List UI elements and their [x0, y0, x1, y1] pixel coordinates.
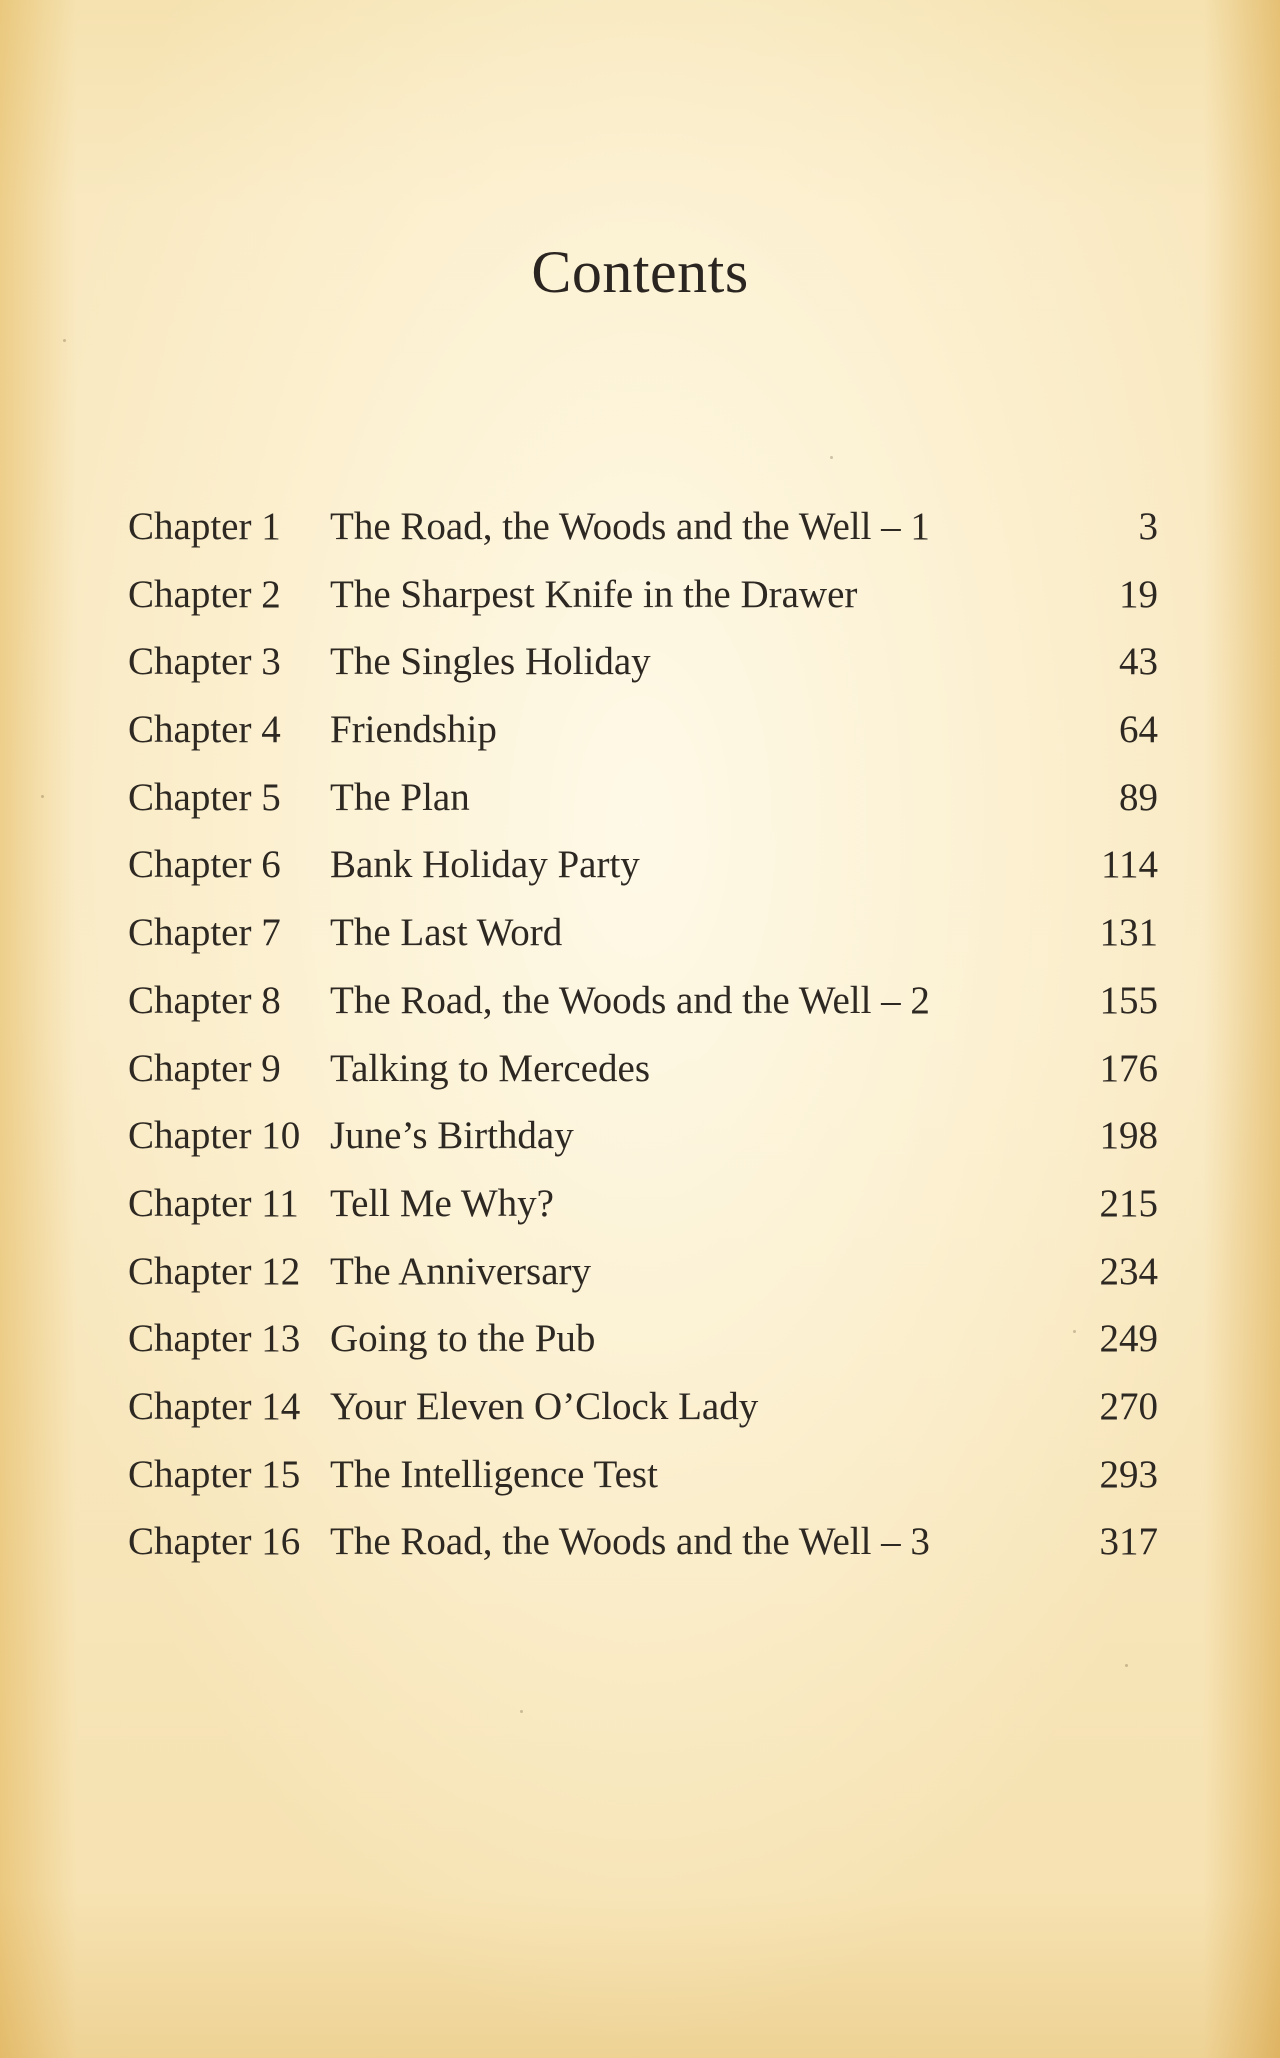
toc-row: [128, 1384, 1158, 1452]
chapter-page-number: 176: [1099, 1046, 1158, 1090]
chapter-label: Chapter 16: [128, 1520, 301, 1564]
chapter-page-number: 215: [1099, 1181, 1158, 1225]
toc-row: [128, 639, 1158, 707]
toc-row: [128, 572, 1158, 640]
chapter-title: Tell Me Why?: [330, 1181, 554, 1225]
chapter-label: Chapter 15: [128, 1452, 301, 1496]
chapter-page-number: 249: [1099, 1317, 1158, 1361]
chapter-title: The Anniversary: [330, 1249, 592, 1293]
chapter-label: Chapter 4: [128, 708, 281, 752]
toc-row: [128, 1452, 1158, 1520]
toc-row: [128, 1181, 1158, 1249]
toc-row: [128, 775, 1158, 843]
chapter-label: Chapter 2: [128, 572, 281, 616]
toc-row: [128, 1249, 1158, 1317]
chapter-label: Chapter 11: [128, 1181, 299, 1225]
toc-row: [128, 978, 1158, 1046]
chapter-page-number: 64: [1119, 708, 1158, 752]
chapter-label: Chapter 8: [128, 978, 281, 1022]
chapter-title: The Sharpest Knife in the Drawer: [330, 572, 858, 616]
toc-row: [128, 1316, 1158, 1384]
table-of-contents: [128, 504, 1158, 1587]
chapter-page-number: 198: [1099, 1114, 1158, 1158]
chapter-label: Chapter 6: [128, 843, 281, 887]
chapter-page-number: 155: [1099, 978, 1158, 1022]
toc-row: [128, 1113, 1158, 1181]
toc-row: [128, 910, 1158, 978]
chapter-title: Going to the Pub: [330, 1317, 596, 1361]
paper-speck: [63, 339, 66, 342]
chapter-label: Chapter 10: [128, 1114, 301, 1158]
toc-row: [128, 707, 1158, 775]
chapter-label: Chapter 13: [128, 1317, 301, 1361]
chapter-title: Talking to Mercedes: [330, 1046, 650, 1090]
chapter-title: The Road, the Woods and the Well – 2: [330, 978, 930, 1022]
chapter-label: Chapter 9: [128, 1046, 281, 1090]
chapter-page-number: 43: [1119, 640, 1158, 684]
chapter-label: Chapter 1: [128, 505, 281, 548]
chapter-page-number: 234: [1099, 1249, 1158, 1293]
paper-speck: [520, 1710, 523, 1713]
chapter-label: Chapter 3: [128, 640, 281, 684]
paper-speck: [830, 456, 833, 459]
chapter-title: Friendship: [330, 708, 497, 752]
chapter-page-number: 89: [1119, 775, 1158, 819]
chapter-title: The Plan: [330, 775, 470, 819]
chapter-page-number: 114: [1100, 843, 1158, 887]
paper-speck: [1125, 1664, 1128, 1667]
chapter-label: Chapter 12: [128, 1249, 301, 1293]
chapter-page-number: 131: [1099, 911, 1158, 955]
chapter-label: Chapter 14: [128, 1384, 301, 1428]
page-title: Contents: [531, 239, 749, 305]
chapter-title: The Singles Holiday: [330, 640, 651, 684]
toc-row: [128, 1519, 1158, 1587]
toc-row: [128, 1046, 1158, 1114]
chapter-title: Bank Holiday Party: [330, 843, 640, 887]
chapter-title: The Last Word: [330, 911, 563, 955]
chapter-title: Your Eleven O’Clock Lady: [330, 1384, 759, 1428]
chapter-page-number: 293: [1099, 1452, 1158, 1496]
chapter-page-number: 317: [1099, 1520, 1158, 1564]
toc-row: [128, 504, 1158, 572]
chapter-label: Chapter 5: [128, 775, 281, 819]
chapter-title: June’s Birthday: [330, 1114, 574, 1158]
chapter-title: The Intelligence Test: [330, 1452, 658, 1496]
chapter-page-number: 3: [1138, 505, 1158, 548]
chapter-title: The Road, the Woods and the Well – 3: [330, 1520, 930, 1564]
chapter-page-number: 19: [1119, 572, 1158, 616]
chapter-page-number: 270: [1099, 1384, 1158, 1428]
chapter-label: Chapter 7: [128, 911, 281, 955]
toc-row: [128, 842, 1158, 910]
paper-speck: [41, 795, 44, 798]
chapter-title: The Road, the Woods and the Well – 1: [330, 505, 930, 548]
